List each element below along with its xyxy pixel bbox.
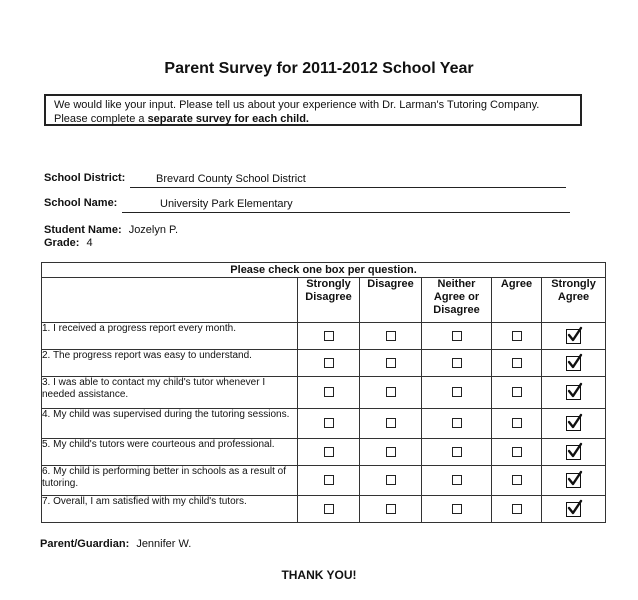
- school-name-label: School Name:: [44, 197, 118, 209]
- checkbox[interactable]: [324, 387, 334, 397]
- header-strongly-disagree: Strongly Disagree: [298, 278, 360, 323]
- checkbox[interactable]: [452, 504, 462, 514]
- answer-cell: [360, 466, 422, 496]
- answer-cell: [422, 466, 492, 496]
- check-mark-icon: [566, 382, 584, 400]
- answer-cell: [298, 350, 360, 377]
- header-agree: Agree: [492, 278, 542, 323]
- checked-checkbox[interactable]: [566, 329, 581, 344]
- header-strongly-agree: Strongly Agree: [542, 278, 606, 323]
- answer-cell: [492, 439, 542, 466]
- answer-cell: [360, 350, 422, 377]
- header-question: [42, 278, 298, 323]
- answer-cell: [360, 377, 422, 409]
- intro-line-1: We would like your input. Please tell us about your experience with Dr. Larman's Tutoring Company.: [54, 99, 540, 111]
- answer-cell: [542, 350, 606, 377]
- check-mark-icon: [566, 353, 584, 371]
- answer-cell: [422, 323, 492, 350]
- checkbox[interactable]: [324, 447, 334, 457]
- student-name-field: [44, 224, 178, 236]
- answer-cell: [360, 439, 422, 466]
- table-row: [42, 439, 606, 466]
- table-row: [42, 466, 606, 496]
- table-row: [42, 409, 606, 439]
- checkbox[interactable]: [452, 447, 462, 457]
- intro-box: [44, 94, 582, 126]
- answer-cell: [360, 496, 422, 523]
- question-text: 4. My child was supervised during the tutoring sessions.: [42, 409, 298, 439]
- checkbox[interactable]: [386, 387, 396, 397]
- checkbox[interactable]: [512, 447, 522, 457]
- checked-checkbox[interactable]: [566, 502, 581, 517]
- thank-you-text: THANK YOU!: [281, 568, 357, 582]
- table-caption-row: [42, 263, 606, 278]
- school-district-value[interactable]: Brevard County School District: [156, 173, 306, 185]
- checkbox[interactable]: [452, 475, 462, 485]
- answer-cell: [298, 496, 360, 523]
- question-text: 3. I was able to contact my child's tutor whenever I needed assistance.: [42, 377, 298, 409]
- grade-label: Grade:: [44, 237, 80, 249]
- answer-cell: [422, 350, 492, 377]
- checkbox[interactable]: [386, 358, 396, 368]
- answer-cell: [422, 439, 492, 466]
- checkbox[interactable]: [386, 475, 396, 485]
- check-mark-icon: [566, 413, 584, 431]
- school-district-label: School District:: [44, 172, 126, 184]
- answer-cell: [542, 466, 606, 496]
- check-mark-icon: [566, 442, 584, 460]
- survey-table: [41, 262, 606, 523]
- intro-line-2-bold: separate survey for each child.: [147, 113, 309, 125]
- checkbox[interactable]: [512, 358, 522, 368]
- answer-cell: [422, 409, 492, 439]
- answer-cell: [542, 496, 606, 523]
- header-neither: Neither Agree or Disagree: [422, 278, 492, 323]
- school-district-field: [44, 172, 574, 190]
- answer-cell: [492, 466, 542, 496]
- table-header-row: [42, 278, 606, 323]
- checkbox[interactable]: [386, 504, 396, 514]
- answer-cell: [492, 496, 542, 523]
- answer-cell: [360, 409, 422, 439]
- school-name-value[interactable]: University Park Elementary: [160, 198, 293, 210]
- header-disagree: Disagree: [360, 278, 422, 323]
- checkbox[interactable]: [324, 331, 334, 341]
- student-name-value[interactable]: Jozelyn P.: [128, 224, 179, 236]
- question-text: 6. My child is performing better in schools as a result of tutoring.: [42, 466, 298, 496]
- checked-checkbox[interactable]: [566, 356, 581, 371]
- checkbox[interactable]: [512, 504, 522, 514]
- answer-cell: [422, 377, 492, 409]
- answer-cell: [542, 409, 606, 439]
- school-name-field: [44, 197, 574, 215]
- answer-cell: [298, 439, 360, 466]
- intro-line-2: [54, 112, 572, 126]
- checkbox[interactable]: [386, 447, 396, 457]
- checkbox[interactable]: [452, 418, 462, 428]
- checkbox[interactable]: [452, 387, 462, 397]
- table-caption: Please check one box per question.: [42, 263, 606, 278]
- checkbox[interactable]: [512, 331, 522, 341]
- checked-checkbox[interactable]: [566, 416, 581, 431]
- question-rows: [42, 323, 606, 523]
- student-name-label: Student Name:: [44, 224, 122, 236]
- guardian-label: Parent/Guardian:: [40, 538, 130, 550]
- answer-cell: [492, 409, 542, 439]
- checkbox[interactable]: [512, 475, 522, 485]
- check-mark-icon: [566, 499, 584, 517]
- check-mark-icon: [566, 326, 584, 344]
- checkbox[interactable]: [324, 358, 334, 368]
- grade-field: [44, 237, 93, 249]
- answer-cell: [298, 409, 360, 439]
- answer-cell: [360, 323, 422, 350]
- page-title: Parent Survey for 2011-2012 School Year: [164, 60, 474, 77]
- checkbox[interactable]: [512, 387, 522, 397]
- checkbox[interactable]: [452, 358, 462, 368]
- guardian-value[interactable]: Jennifer W.: [136, 538, 192, 550]
- question-text: 7. Overall, I am satisfied with my child's tutors.: [42, 496, 298, 523]
- checkbox[interactable]: [324, 504, 334, 514]
- table-row: [42, 496, 606, 523]
- checkbox[interactable]: [452, 331, 462, 341]
- answer-cell: [542, 439, 606, 466]
- question-text: 1. I received a progress report every month.: [42, 323, 298, 350]
- question-text: 2. The progress report was easy to understand.: [42, 350, 298, 377]
- question-text: 5. My child's tutors were courteous and professional.: [42, 439, 298, 466]
- checked-checkbox[interactable]: [566, 385, 581, 400]
- guardian-field: [40, 538, 191, 550]
- checkbox[interactable]: [386, 418, 396, 428]
- checkbox[interactable]: [324, 418, 334, 428]
- table-row: [42, 323, 606, 350]
- answer-cell: [422, 496, 492, 523]
- checked-checkbox[interactable]: [566, 473, 581, 488]
- answer-cell: [492, 350, 542, 377]
- grade-value[interactable]: 4: [86, 237, 93, 249]
- checkbox[interactable]: [512, 418, 522, 428]
- checkbox[interactable]: [386, 331, 396, 341]
- answer-cell: [298, 466, 360, 496]
- intro-line-2-prefix: Please complete a: [54, 113, 148, 125]
- table-row: [42, 350, 606, 377]
- answer-cell: [542, 323, 606, 350]
- answer-cell: [298, 323, 360, 350]
- checked-checkbox[interactable]: [566, 445, 581, 460]
- check-mark-icon: [566, 470, 584, 488]
- answer-cell: [492, 377, 542, 409]
- table-row: [42, 377, 606, 409]
- checkbox[interactable]: [324, 475, 334, 485]
- answer-cell: [492, 323, 542, 350]
- answer-cell: [298, 377, 360, 409]
- answer-cell: [542, 377, 606, 409]
